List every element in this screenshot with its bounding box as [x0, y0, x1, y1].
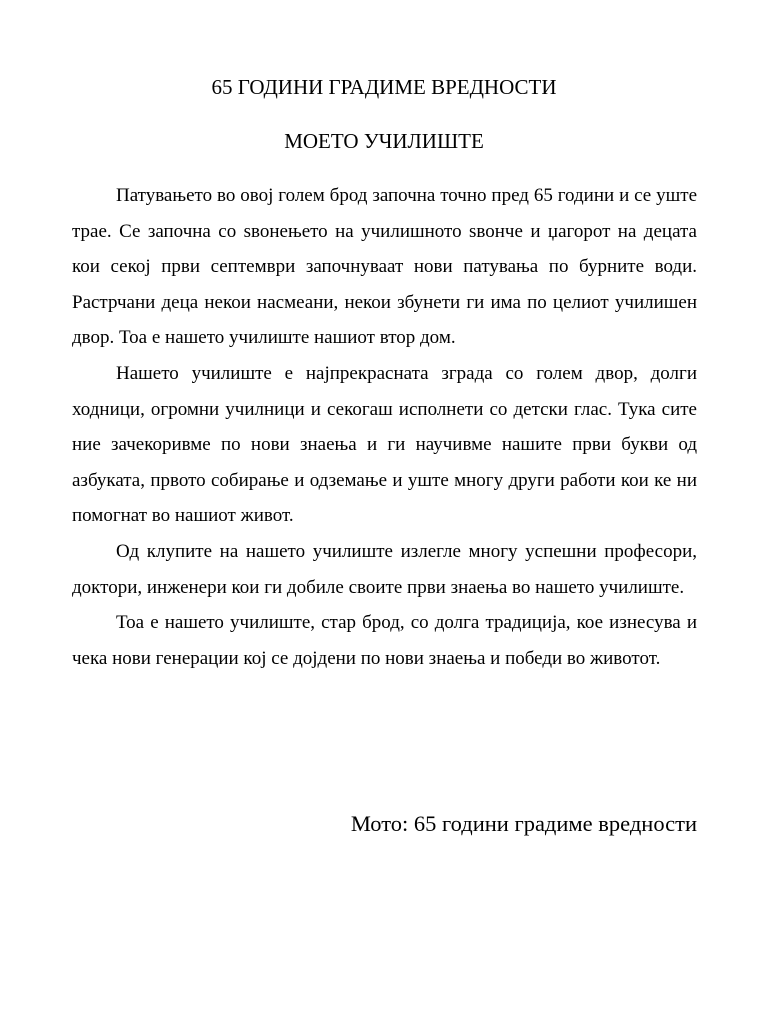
paragraph-2: Нашето училиште е најпрекрасната зграда со голем двор, долги ходници, огромни училници и секогаш исполнети со детски глас. Тука сите ние зачекоривме по нови знаења и ги научивме нашите први букви од азбуката, првото собирање и одземање и уште многу други работи кои ке ни помогнат во нашиот живот. — [72, 362, 697, 527]
paragraph-3: Од клупите на нашето училиште излегле многу успешни професори, доктори, инженери кои ги добиле своите први знаења во нашето училиште. — [72, 540, 697, 598]
document-subtitle: МОЕТО УЧИЛИШТЕ — [284, 129, 484, 153]
document-title: 65 ГОДИНИ ГРАДИМЕ ВРЕДНОСТИ — [211, 75, 557, 99]
paragraph-1: Патувањето во овој голем брод започна точно пред 65 години и се уште трае. Се започна со ѕвонењето на училишното ѕвонче и џагорот на децата кои секој први септември започнуваат нови патувања по бурните води. Растрчани деца некои насмеани, некои збунети ги има по целиот училишен двор. Тоа е нашето училиште нашиот втор дом. — [72, 185, 697, 349]
paragraph-4: Тоа е нашето училиште, стар брод, со долга традиција, кое изнесува и чека нови генерации кој се дојдени по нови знаења и победи во животот. — [72, 612, 697, 669]
document-motto: Мото: 65 години градиме вредности — [350, 811, 697, 836]
document-body — [72, 178, 697, 676]
